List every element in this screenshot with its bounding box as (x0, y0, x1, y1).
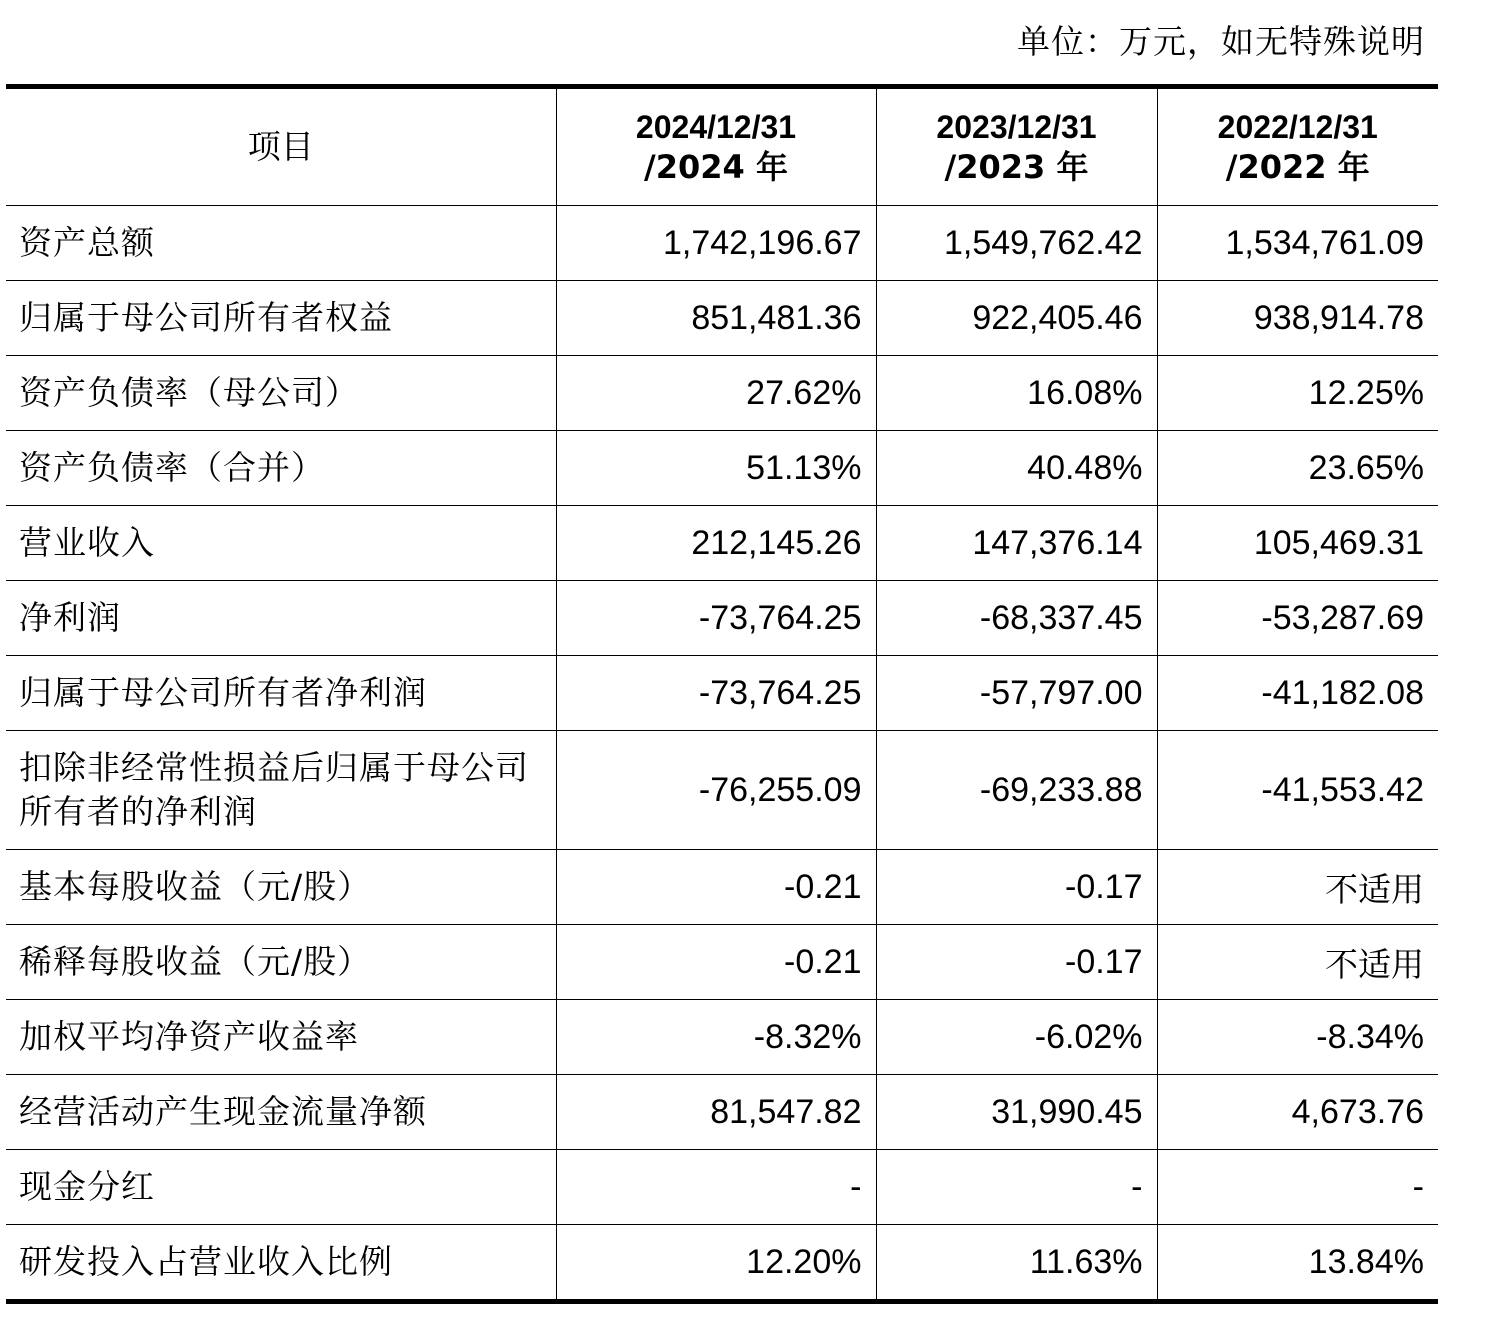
cell-2024: -73,764.25 (556, 656, 876, 731)
row-label: 加权平均净资产收益率 (6, 1000, 556, 1075)
cell-2022: -53,287.69 (1157, 581, 1438, 656)
row-label: 资产总额 (6, 206, 556, 281)
table-row (6, 731, 1438, 850)
table-row (6, 506, 1438, 581)
unit-note: 单位：万元，如无特殊说明 (1017, 22, 1425, 61)
cell-2022: 1,534,761.09 (1157, 206, 1438, 281)
cell-2022: 4,673.76 (1157, 1075, 1438, 1150)
column-header-2023 (876, 87, 1157, 206)
row-label: 营业收入 (6, 506, 556, 581)
table-row (6, 656, 1438, 731)
cell-2024: 51.13% (556, 431, 876, 506)
cell-2024: 851,481.36 (556, 281, 876, 356)
cell-2022: 不适用 (1157, 850, 1438, 925)
row-label: 净利润 (6, 581, 556, 656)
cell-2023: -0.17 (876, 925, 1157, 1000)
cell-2022: 不适用 (1157, 925, 1438, 1000)
cell-2023: 11.63% (876, 1225, 1157, 1302)
row-label: 归属于母公司所有者净利润 (6, 656, 556, 731)
row-label: 现金分红 (6, 1150, 556, 1225)
cell-2024: - (556, 1150, 876, 1225)
cell-2024: 1,742,196.67 (556, 206, 876, 281)
cell-2022: - (1157, 1150, 1438, 1225)
column-header-2022-date: 2022/12/31 (1217, 109, 1378, 145)
row-label: 归属于母公司所有者权益 (6, 281, 556, 356)
cell-2023: 31,990.45 (876, 1075, 1157, 1150)
cell-2024: 212,145.26 (556, 506, 876, 581)
financial-summary-table (6, 84, 1438, 1304)
column-header-2022-year: /2022 年 (1225, 148, 1370, 186)
row-label: 稀释每股收益（元/股） (6, 925, 556, 1000)
row-label: 资产负债率（母公司） (6, 356, 556, 431)
row-label: 研发投入占营业收入比例 (6, 1225, 556, 1302)
cell-2022: 938,914.78 (1157, 281, 1438, 356)
cell-2023: -57,797.00 (876, 656, 1157, 731)
table-row (6, 1225, 1438, 1302)
table-header (6, 87, 1438, 206)
column-header-2023-year: /2023 年 (944, 148, 1089, 186)
row-label: 基本每股收益（元/股） (6, 850, 556, 925)
cell-2024: -0.21 (556, 850, 876, 925)
row-label: 资产负债率（合并） (6, 431, 556, 506)
cell-2024: 27.62% (556, 356, 876, 431)
column-header-2024-year: /2024 年 (644, 148, 788, 186)
row-label: 扣除非经常性损益后归属于母公司所有者的净利润 (6, 731, 556, 850)
cell-2022: -8.34% (1157, 1000, 1438, 1075)
table-row (6, 1075, 1438, 1150)
column-header-2023-date: 2023/12/31 (936, 109, 1097, 145)
cell-2023: 922,405.46 (876, 281, 1157, 356)
cell-2023: 1,549,762.42 (876, 206, 1157, 281)
column-header-2024 (556, 87, 876, 206)
row-label: 经营活动产生现金流量净额 (6, 1075, 556, 1150)
table-row (6, 1150, 1438, 1225)
cell-2023: 40.48% (876, 431, 1157, 506)
table-row (6, 581, 1438, 656)
cell-2022: -41,553.42 (1157, 731, 1438, 850)
cell-2024: -76,255.09 (556, 731, 876, 850)
cell-2022: -41,182.08 (1157, 656, 1438, 731)
cell-2023: - (876, 1150, 1157, 1225)
cell-2024: -8.32% (556, 1000, 876, 1075)
cell-2022: 23.65% (1157, 431, 1438, 506)
table-row (6, 850, 1438, 925)
cell-2024: -0.21 (556, 925, 876, 1000)
table-body (6, 206, 1438, 1302)
table-row (6, 1000, 1438, 1075)
cell-2023: 16.08% (876, 356, 1157, 431)
table-row (6, 281, 1438, 356)
header-row (6, 87, 1438, 206)
table-row (6, 431, 1438, 506)
cell-2023: -68,337.45 (876, 581, 1157, 656)
column-header-2024-date: 2024/12/31 (635, 109, 797, 145)
cell-2022: 13.84% (1157, 1225, 1438, 1302)
cell-2024: 81,547.82 (556, 1075, 876, 1150)
cell-2023: 147,376.14 (876, 506, 1157, 581)
cell-2023: -69,233.88 (876, 731, 1157, 850)
cell-2022: 105,469.31 (1157, 506, 1438, 581)
column-header-item: 项目 (6, 87, 556, 206)
cell-2023: -6.02% (876, 1000, 1157, 1075)
cell-2024: 12.20% (556, 1225, 876, 1302)
cell-2023: -0.17 (876, 850, 1157, 925)
column-header-2022 (1157, 87, 1438, 206)
table-row (6, 925, 1438, 1000)
table-row (6, 356, 1438, 431)
cell-2022: 12.25% (1157, 356, 1438, 431)
table-row (6, 206, 1438, 281)
cell-2024: -73,764.25 (556, 581, 876, 656)
